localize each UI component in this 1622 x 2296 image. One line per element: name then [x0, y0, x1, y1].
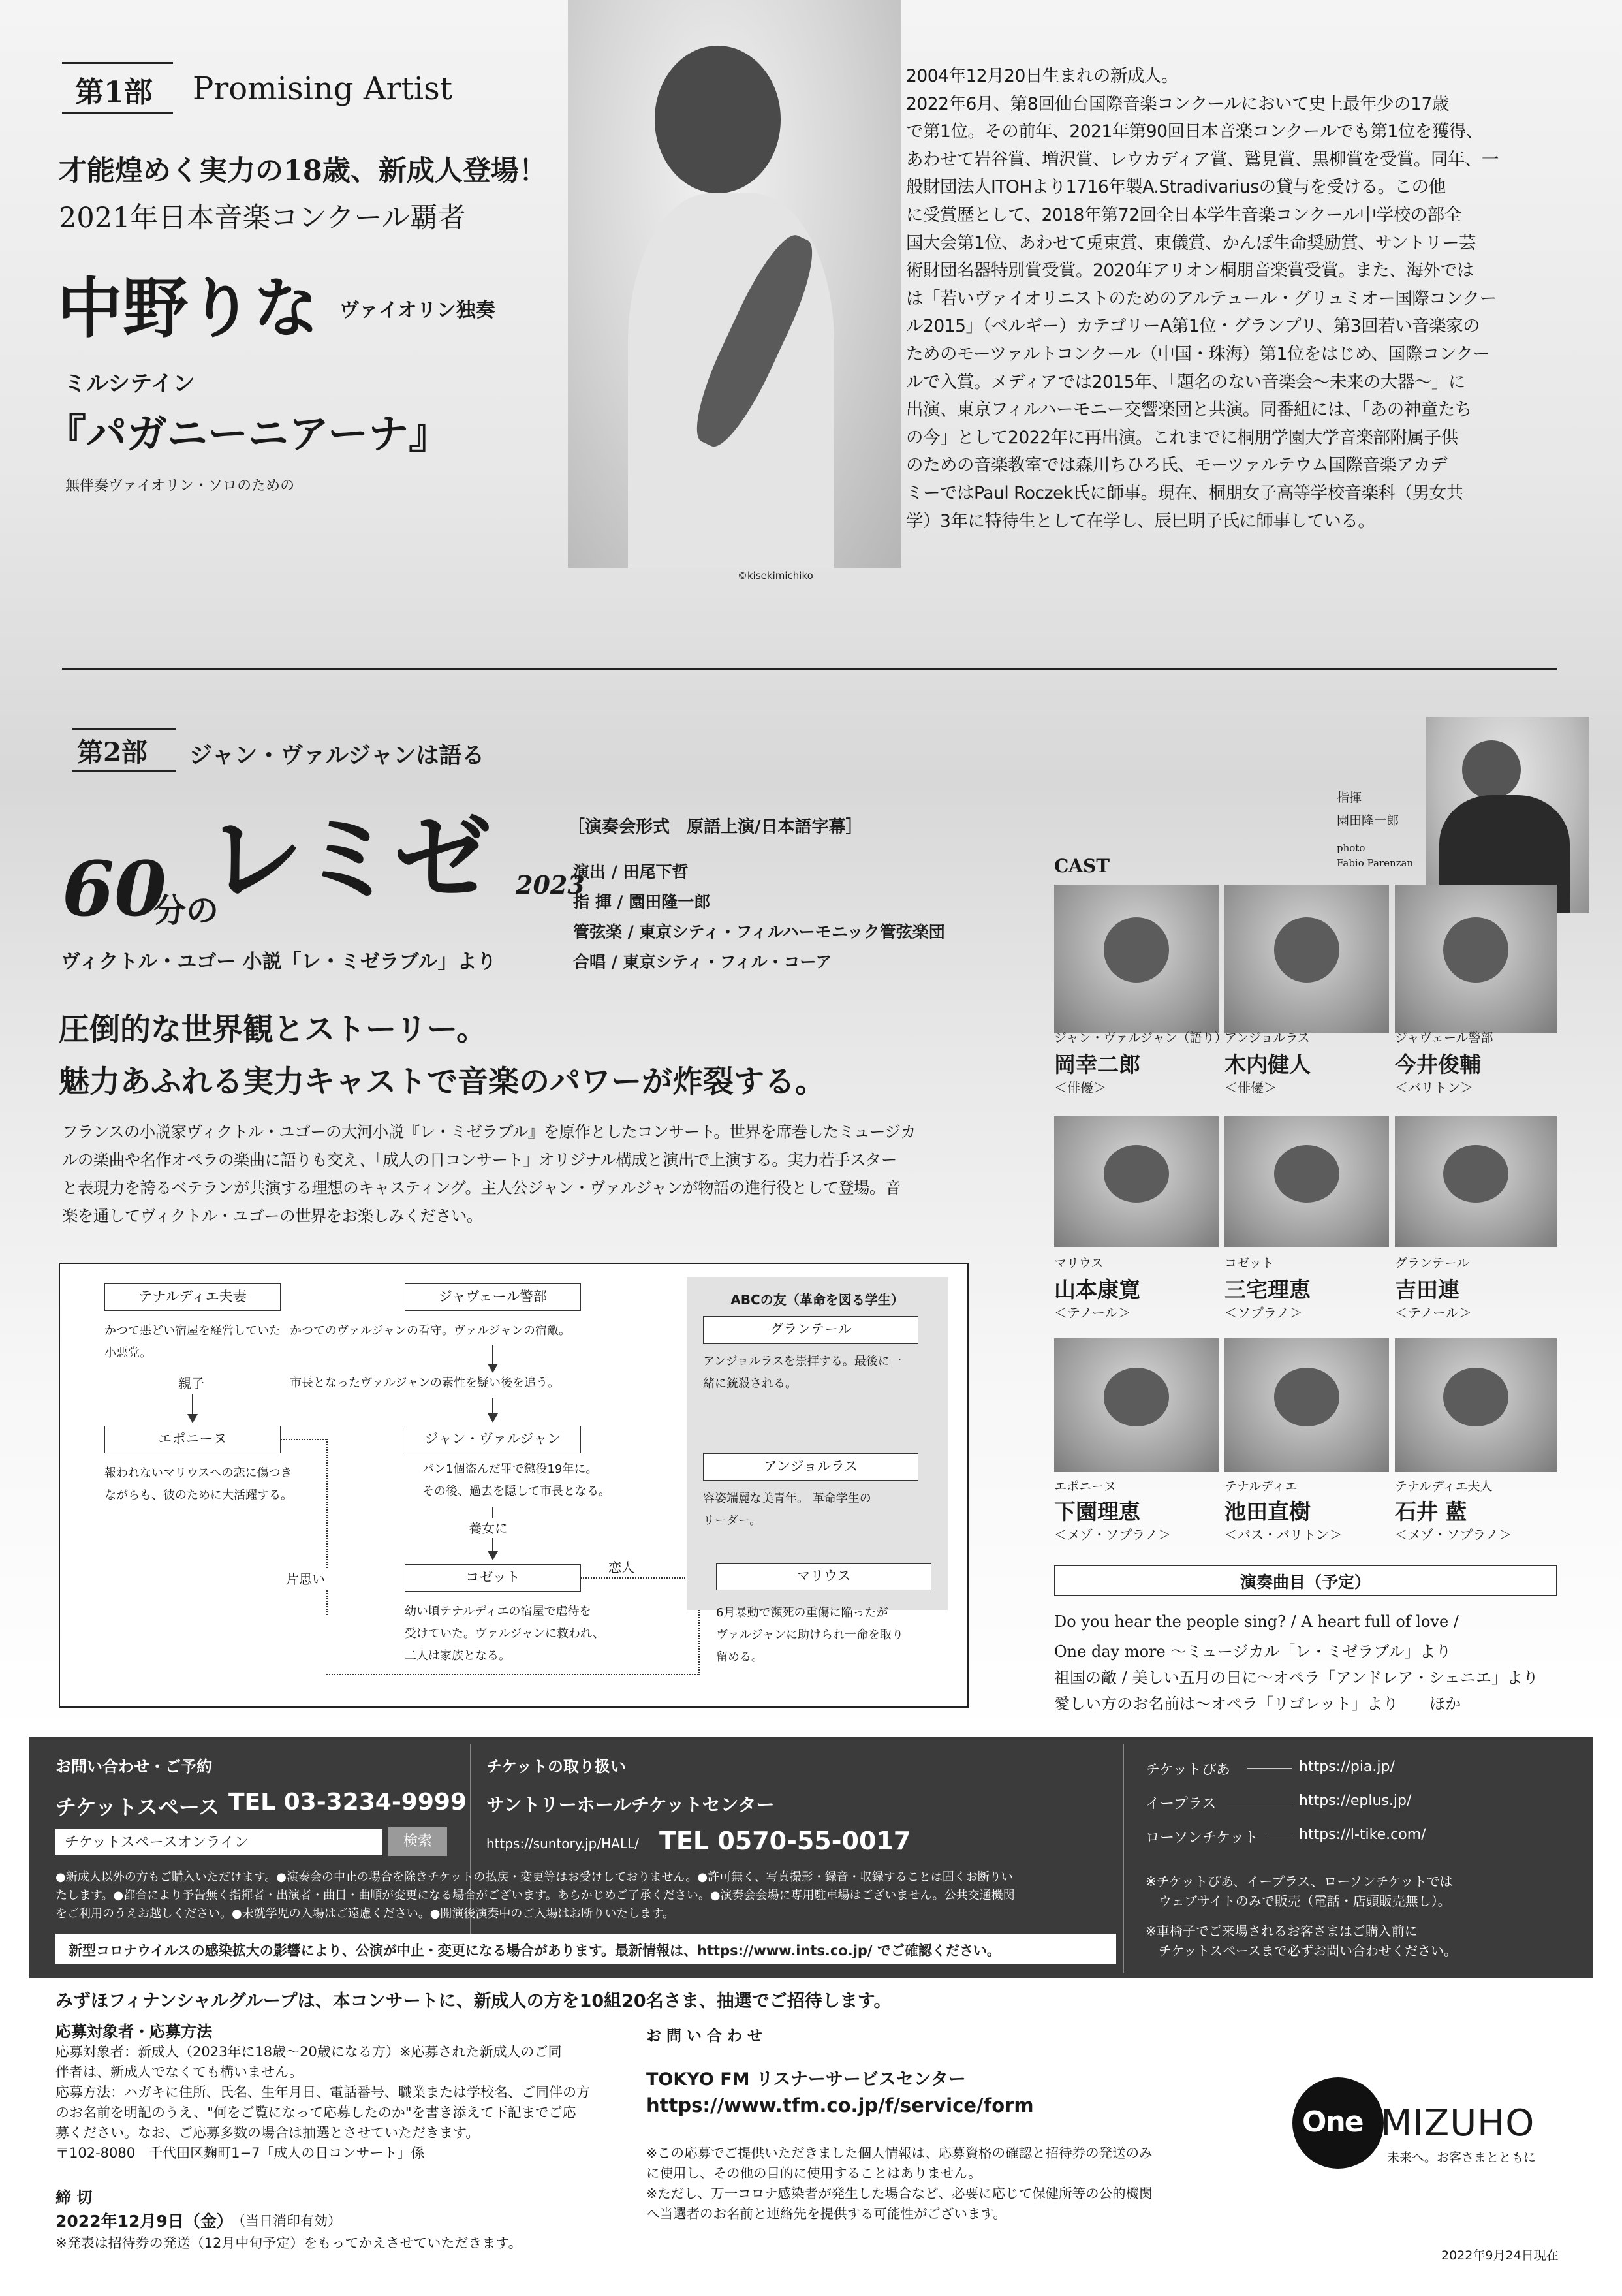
- cast-photo: [1054, 1116, 1219, 1247]
- bio-line: 般財団法人ITOHより1716年製A.Stradivariusの貸与を受ける。この他: [906, 177, 1446, 198]
- bio-line: 国大会第1位、あわせて兎束賞、東儀賞、かんぽ生命奨励賞、サントリー芸: [906, 232, 1476, 253]
- apply-title: 応募対象者・応募方法: [55, 2022, 212, 2041]
- suntory-name: サントリーホールチケットセンター: [486, 1794, 775, 1816]
- node-thenardier-couple: テナルディエ夫妻: [104, 1283, 281, 1311]
- bio-line: ミーではPaul Roczek氏に師事。現在、桐朋女子高等学校音楽科（男女共: [906, 482, 1463, 503]
- node-desc: ながらも、彼のために大活躍する。: [104, 1488, 292, 1502]
- cast-role: テナルディエ: [1224, 1479, 1298, 1494]
- artist-photo: [568, 0, 901, 568]
- conductor-photo: [1426, 717, 1589, 913]
- footer-note: たします。●都合により予告無く指揮者・出演者・曲目・曲順が変更になる場合がございます。あらかじめご了承ください。●演奏会会場に専用駐車場はございません。公共交通機関: [55, 1889, 1015, 1902]
- cast-name: 岡幸二郎: [1054, 1052, 1140, 1077]
- deadline-note2: ※発表は招待券の発送（12月中旬予定）をもってかえさせていただきます。: [55, 2235, 522, 2251]
- credit-line: 演出 / 田尾下哲: [573, 862, 689, 881]
- privacy-line: に使用し、その他の目的に使用することはありません。: [646, 2165, 982, 2181]
- desc-line: と表現力を誇るベテランが共演する理想のキャスティング。主人公ジャン・ヴァルジャンが物語の進行役として登場。音: [62, 1178, 901, 1197]
- cast-role: コゼット: [1224, 1256, 1274, 1270]
- desc-line: 楽を通してヴィクトル・ユゴーの世界をお楽しみください。: [62, 1206, 482, 1225]
- cast-photo: [1395, 1116, 1557, 1247]
- cast-voice: ＜テノール＞: [1395, 1305, 1472, 1321]
- privacy-line: へ当選者のお名前と連絡先を提供する可能性がございます。: [646, 2206, 1006, 2222]
- dotted-connector: [581, 1577, 685, 1579]
- right-note: ※車椅子でご来場されるお客さまはご購入前に: [1146, 1923, 1418, 1939]
- node-desc: かつてのヴァルジャンの看守。ヴァルジャンの宿敵。: [290, 1324, 571, 1338]
- deadline-note: （当日消印有効）: [232, 2213, 341, 2229]
- handling-label: チケットの取り扱い: [486, 1757, 626, 1776]
- relation-label: 養女に: [465, 1518, 512, 1538]
- cast-voice: ＜バス・バリトン＞: [1224, 1527, 1342, 1543]
- cast-name: 池田直樹: [1224, 1499, 1311, 1524]
- apply-line: のお名前を明記のうえ、"何をご覧になって応募したのか"を書き添えて下記までご応: [55, 2105, 576, 2120]
- program-line: 愛しい方のお名前は〜オペラ「リゴレット」より ほか: [1054, 1695, 1461, 1713]
- bio-line: のための音楽教室では森川ちひろ氏、モーツァルテウム国際音楽アカデ: [906, 455, 1448, 476]
- cast-role: ジャヴェール警部: [1395, 1031, 1493, 1045]
- composer-name: ミルシテイン: [64, 371, 195, 397]
- right-note: チケットスペースまで必ずお問い合わせください。: [1146, 1943, 1457, 1958]
- program-title: 演奏曲目（予定）: [1240, 1573, 1371, 1592]
- section-divider: [62, 668, 1557, 670]
- right-note: ウェブサイトのみで販売（電話・店頭販売無し）。: [1146, 1893, 1451, 1909]
- footer-divider: [1123, 1744, 1124, 1973]
- bio-line: に受賞歴として、2018年第72回全日本学生音楽コンクール中学校の部全: [906, 204, 1461, 225]
- credit-line: 管弦楽 / 東京シティ・フィルハーモニック管弦楽団: [573, 922, 945, 941]
- bio-line: 2022年6月、第8回仙台国際音楽コンクールにおいて史上最年少の17歳: [906, 93, 1449, 114]
- artist-role: ヴァイオリン独奏: [339, 299, 495, 322]
- cast-role: グランテール: [1395, 1256, 1469, 1270]
- node-cosette: コゼット: [405, 1564, 581, 1592]
- cast-voice: ＜俳優＞: [1054, 1080, 1106, 1095]
- privacy-line: ※ただし、万一コロナ感染者が発生した場合など、必要に応じて保健所等の公的機関: [646, 2186, 1153, 2201]
- work-title: 『パガニーニアーナ』: [46, 410, 450, 458]
- conductor-credit: Fabio Parenzan: [1337, 857, 1414, 869]
- cast-voice: ＜メゾ・ソプラノ＞: [1054, 1527, 1171, 1543]
- mizuho-logo-text: MIZUHO: [1380, 2102, 1535, 2145]
- cast-voice: ＜ソプラノ＞: [1224, 1305, 1303, 1321]
- eplus-url[interactable]: https://eplus.jp/: [1299, 1793, 1412, 1809]
- node-desc: 留める。: [716, 1650, 763, 1664]
- node-desc: かつて悪どい宿屋を経営していた: [104, 1324, 281, 1338]
- part2-label: 第2部: [77, 737, 148, 768]
- eplus-label: イープラス: [1146, 1796, 1217, 1812]
- relation-label: 親子: [174, 1374, 208, 1393]
- logo-fun: 分の: [153, 891, 219, 930]
- bio-line: 出演、東京フィルハーモニー交響楽団と共演。同番組には、「あの神童たち: [906, 400, 1472, 420]
- cast-voice: ＜メゾ・ソプラノ＞: [1395, 1527, 1512, 1543]
- abc-title: ABCの友（革命を図る学生）: [730, 1292, 904, 1308]
- arrow: [192, 1394, 193, 1422]
- cast-name: 石井 藍: [1395, 1499, 1467, 1524]
- publish-date: 2022年9月24日現在: [1441, 2248, 1559, 2263]
- apply-line: 募ください。なお、ご応募多数の場合は抽選とさせていただきます。: [55, 2125, 480, 2141]
- cast-name: 木内健人: [1224, 1052, 1311, 1077]
- ticketspace-tel: TEL 03-3234-9999: [228, 1789, 467, 1816]
- dotted-connector: [281, 1439, 326, 1440]
- cast-photo: [1054, 885, 1219, 1033]
- privacy-text: [646, 2143, 1153, 2224]
- lead-line: 魅力あふれる実力キャストで音楽のパワーが炸裂する。: [59, 1064, 826, 1100]
- covid-notice: 新型コロナウイルスの感染拡大の影響により、公演が中止・変更になる場合があります。最新情報は、https://www.ints.co.jp/ でご確認ください。: [69, 1943, 1001, 1958]
- node-grantaire: グランテール: [703, 1316, 918, 1344]
- description: [62, 1118, 1041, 1230]
- search-input[interactable]: チケットスペースオンライン: [55, 1829, 382, 1855]
- program-line: Do you hear the people sing? / A heart full of love /: [1054, 1612, 1459, 1631]
- program-line: One day more 〜ミュージカル「レ・ミゼラブル」より: [1054, 1643, 1452, 1661]
- contact-name: TOKYO FM リスナーサービスセンター: [646, 2069, 966, 2090]
- logo-remize: レミゼ: [206, 802, 488, 917]
- cast-photo: [1224, 1338, 1389, 1472]
- node-desc: その後、過去を隠して市長となる。: [422, 1485, 610, 1498]
- apply-line: 応募対象者：新成人（2023年に18歳〜20歳になる方）※応募された新成人のご同: [55, 2044, 562, 2060]
- cast-name: 今井俊輔: [1395, 1052, 1481, 1077]
- credit-line: 指 揮 / 園田隆一郎: [573, 892, 711, 911]
- bio-line: 術財団名器特別賞受賞。2020年アリオン桐朋音楽賞受賞。また、海外では: [906, 260, 1474, 281]
- node-desc: 小悪党。: [104, 1346, 151, 1360]
- bio-line: で第1位。その前年、2021年第90回日本音楽コンクールでも第1位を獲得、: [906, 121, 1483, 142]
- cast-name: 山本康寛: [1054, 1277, 1140, 1302]
- node-desc: ヴァルジャンに助けられ一命を取り: [716, 1628, 904, 1642]
- bio-line: ためのモーツァルトコンクール（中国・珠海）第1位をはじめ、国際コンクー: [906, 343, 1490, 364]
- relation-label: 片思い: [282, 1569, 329, 1589]
- artist-bio: [906, 63, 1585, 535]
- arrow: [492, 1398, 493, 1421]
- desc-line: ルの楽曲や名作オペラの楽曲に語りも交え、「成人の日コンサート」オリジナル構成と演出で上演する。実力若手スター: [62, 1150, 897, 1169]
- cast-voice: ＜俳優＞: [1224, 1080, 1277, 1095]
- apply-line: 応募方法：ハガキに住所、氏名、生年月日、電話番号、職業または学校名、ご同伴の方: [55, 2084, 590, 2100]
- conductor-credit: photo: [1337, 842, 1365, 854]
- contact-title: お 問 い 合 わ せ: [646, 2028, 763, 2045]
- node-desc: アンジョルラスを崇拝する。最後に一: [703, 1355, 901, 1368]
- bio-line: 学）3年に特待生として在学し、辰巳明子氏に師事している。: [906, 511, 1375, 531]
- apply-text: [55, 2042, 590, 2163]
- cast-photo: [1395, 1338, 1557, 1472]
- cast-role: アンジョルラス: [1224, 1031, 1310, 1045]
- bio-line: 2004年12月20日生まれの新成人。: [906, 66, 1178, 86]
- cast-role: マリウス: [1054, 1256, 1104, 1270]
- bio-line: は「若いヴァイオリニストのためのアルテュール・グリュミオー国際コンクー: [906, 288, 1497, 309]
- right-note: ※チケットぴあ、イープラス、ローソンチケットでは: [1146, 1874, 1453, 1889]
- cast-voice: ＜テノール＞: [1054, 1305, 1131, 1321]
- mizuho-logo-one: One: [1302, 2105, 1363, 2139]
- part2-subtitle: ジャン・ヴァルジャンは語る: [189, 742, 485, 769]
- invite-headline: みずほフィナンシャルグループは、本コンサートに、新成人の方を10組20名さま、抽選でご招待します。: [55, 1991, 892, 2011]
- dotted-connector: [326, 1674, 698, 1675]
- deadline-title: 締 切: [55, 2188, 93, 2207]
- suntory-url[interactable]: https://suntory.jp/HALL/: [486, 1836, 639, 1851]
- contact-url[interactable]: https://www.tfm.co.jp/f/service/form: [646, 2094, 1034, 2116]
- node-desc: パン1個盗んだ罪で懲役19年に。: [422, 1462, 598, 1476]
- ticketspace-name: チケットスペース: [55, 1795, 220, 1819]
- work-note: 無伴奏ヴァイオリン・ソロのための: [65, 478, 295, 494]
- part1-label: 第1部: [75, 76, 153, 109]
- cast-voice: ＜バリトン＞: [1395, 1080, 1473, 1095]
- inquiry-label: お問い合わせ・ご予約: [55, 1757, 212, 1776]
- part1-subheadline: 2021年日本音楽コンクール覇者: [59, 202, 466, 234]
- search-button[interactable]: 検索: [388, 1827, 447, 1856]
- conductor-label: 指揮: [1337, 791, 1362, 805]
- logo-60: 60: [62, 845, 167, 934]
- cast-role: ジャン・ヴァルジャン（語り）: [1054, 1031, 1227, 1045]
- privacy-line: ※この応募でご提供いただきました個人情報は、応募資格の確認と招待券の発送のみ: [646, 2145, 1153, 2161]
- logo-year: 2023: [516, 870, 585, 900]
- cast-name: 吉田連: [1395, 1277, 1459, 1302]
- cast-photo: [1054, 1338, 1219, 1472]
- artist-name: 中野りな: [57, 270, 319, 347]
- part1-title: Promising Artist: [193, 71, 453, 107]
- cast-title: CAST: [1054, 855, 1110, 877]
- lead-line: 圧倒的な世界観とストーリー。: [59, 1012, 488, 1048]
- node-enjolras: アンジョルラス: [703, 1453, 918, 1481]
- arrow: [492, 1345, 493, 1372]
- lawson-label: ローソンチケット: [1146, 1830, 1259, 1846]
- lawson-url[interactable]: https://l-tike.com/: [1299, 1827, 1426, 1843]
- bio-line: ル2015」（ベルギー）カテゴリーA第1位・グランプリ、第3回若い音楽家の: [906, 316, 1480, 337]
- desc-line: フランスの小説家ヴィクトル・ユゴーの大河小説『レ・ミゼラブル』を原作としたコンサート。世界を席巻したミュージカ: [62, 1122, 916, 1141]
- apply-line: 伴者は、新成人でなくても構いません。: [55, 2064, 304, 2080]
- program-line: 祖国の敵 / 美しい五月の日に〜オペラ「アンドレア・シェニエ」より: [1054, 1669, 1538, 1687]
- credit-line: 合唱 / 東京シティ・フィル・コーア: [573, 952, 832, 971]
- bio-line: の今」として2022年に再出演。これまでに桐朋学園大学音楽部附属子供: [906, 427, 1458, 448]
- cast-photo: [1224, 1116, 1389, 1247]
- node-valjean: ジャン・ヴァルジャン: [405, 1426, 581, 1453]
- cast-photo: [1224, 885, 1389, 1033]
- node-desc: 幼い頃テナルディエの宿屋で虐待を: [405, 1605, 591, 1618]
- suntory-tel: TEL 0570-55-0017: [659, 1827, 911, 1855]
- pia-label: チケットぴあ: [1146, 1762, 1231, 1778]
- cast-name: 下園理恵: [1054, 1499, 1140, 1524]
- cast-role: テナルディエ夫人: [1395, 1479, 1493, 1494]
- node-marius: マリウス: [716, 1563, 931, 1590]
- footer-note: をご利用のうえお越しください。●未就学児の入場はご遠慮ください。●開演後演奏中のご入場はお断りいたします。: [55, 1907, 674, 1921]
- node-desc: 受けていた。ヴァルジャンに救われ、: [405, 1627, 605, 1641]
- node-eponine: エポニーヌ: [104, 1426, 281, 1453]
- deadline-date: 2022年12月9日（金）: [55, 2212, 233, 2231]
- node-javert: ジャヴェール警部: [405, 1283, 581, 1311]
- node-desc: 市長となったヴァルジャンの素性を疑い後を追う。: [290, 1376, 560, 1390]
- photo-credit: ©kisekimichiko: [738, 570, 813, 582]
- bio-line: ルで入賞。メディアでは2015年、「題名のない音楽会〜未来の大器〜」に: [906, 371, 1465, 392]
- relationship-chart: [59, 1263, 969, 1708]
- node-desc: 6月暴動で瀕死の重傷に陥ったが: [716, 1606, 888, 1620]
- source-text: ヴィクトル・ユゴー 小説「レ・ミゼラブル」より: [61, 951, 497, 973]
- footer-note: ●新成人以外の方もご購入いただけます。●演奏会の中止の場合を除きチケットの払戻・変更等はお受けしておりません。●許可無く、写真撮影・録音・収録することは固くお断りい: [55, 1870, 1013, 1884]
- bio-line: あわせて岩谷賞、増沢賞、レウカディア賞、鷲見賞、黒柳賞を受賞。同年、一: [906, 149, 1499, 170]
- node-desc: 二人は家族となる。: [405, 1649, 510, 1663]
- relation-label: 恋人: [608, 1560, 634, 1575]
- cast-name: 三宅理恵: [1224, 1277, 1311, 1302]
- node-desc: 緒に銃殺される。: [703, 1377, 797, 1391]
- cast-role: エポニーヌ: [1054, 1479, 1117, 1494]
- node-desc: リーダー。: [703, 1514, 762, 1528]
- pia-url[interactable]: https://pia.jp/: [1299, 1759, 1395, 1775]
- apply-line: 〒102-8080 千代田区麹町1−7「成人の日コンサート」係: [55, 2145, 425, 2161]
- leader-line: [1247, 1768, 1292, 1769]
- node-desc: 容姿端麗な美青年。 革命学生の: [703, 1492, 871, 1505]
- node-desc: 報われないマリウスへの恋に傷つき: [104, 1466, 292, 1480]
- conductor-name: 園田隆一郎: [1337, 813, 1399, 828]
- format-label: ［演奏会形式 原語上演/日本語字幕］: [568, 817, 863, 837]
- part1-headline: 才能煌めく実力の18歳、新成人登場！: [59, 155, 547, 187]
- cast-photo: [1395, 885, 1557, 1033]
- mizuho-tagline: 未来へ。お客さまとともに: [1387, 2150, 1536, 2165]
